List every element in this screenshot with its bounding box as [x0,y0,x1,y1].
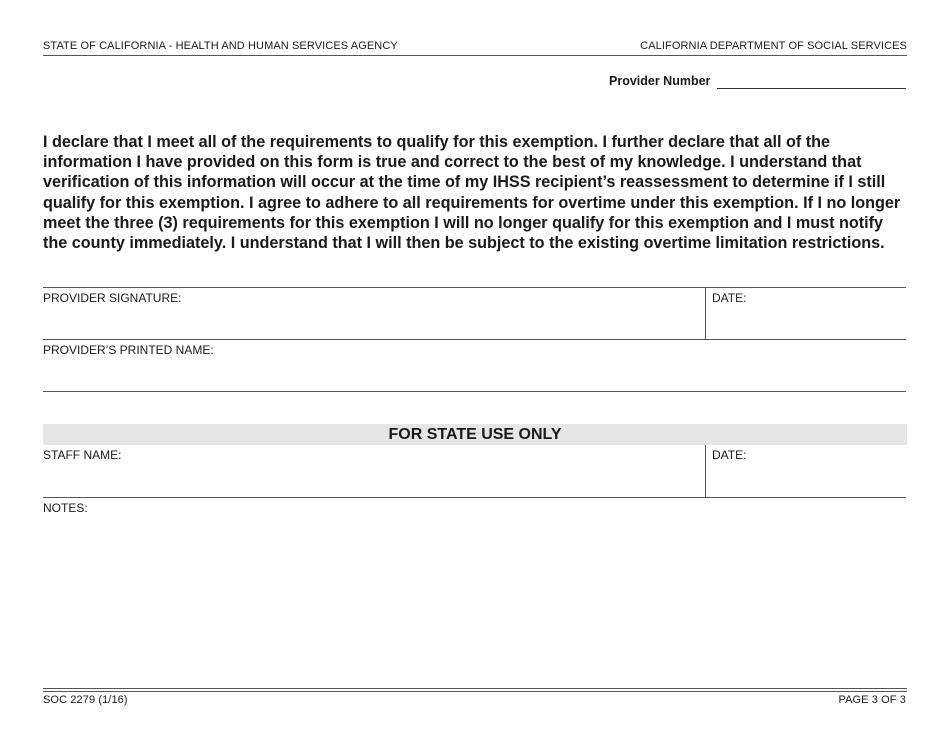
provider-date-field[interactable] [712,304,904,338]
staff-date-field[interactable] [712,462,904,495]
signature-bottom-rule [43,339,906,340]
provider-signature-label: PROVIDER SIGNATURE: [43,291,182,305]
staff-date-label: DATE: [712,448,747,462]
state-use-banner: FOR STATE USE ONLY [43,424,907,445]
staff-date-divider [705,445,706,497]
signature-top-rule [43,287,906,288]
staff-bottom-rule [43,497,906,498]
provider-date-label: DATE: [712,291,747,305]
header-rule [43,55,907,56]
department-name: CALIFORNIA DEPARTMENT OF SOCIAL SERVICES [640,40,907,52]
agency-name: STATE OF CALIFORNIA - HEALTH AND HUMAN SERVICES AGENCY [43,40,398,52]
provider-signature-field[interactable] [43,304,703,338]
staff-name-label: STAFF NAME: [43,448,122,462]
footer-rule-bottom [43,691,907,692]
provider-number-underline [717,88,906,89]
notes-label: NOTES: [43,501,88,515]
staff-name-field[interactable] [43,462,703,495]
footer-rule-top [43,688,907,689]
page-number: PAGE 3 OF 3 [838,694,906,706]
provider-printed-name-label: PROVIDER’S PRINTED NAME: [43,343,214,357]
form-id: SOC 2279 (1/16) [43,694,128,706]
printed-name-bottom-rule [43,391,906,392]
signature-date-divider [705,287,706,340]
declaration-text: I declare that I meet all of the requirements to qualify for this exemption. I further declare that all of the information I have provided on this form is true and correct to the best of my knowledge. I understand that verification of this information will occur at the time of my IHSS recipient’s reassessment to determine if I still qualify for this exemption. I agree to adhere to all requirements for overtime under this exemption. If I no longer meet the three (3) requirements for this exemption I will no longer qualify for this exemption and I must notify the county immediately. I understand that I will then be subject to the existing overtime limitation restrictions. [43,133,901,253]
notes-field[interactable] [43,516,903,684]
provider-number-label: Provider Number [609,74,711,88]
provider-printed-name-field[interactable] [43,357,903,390]
